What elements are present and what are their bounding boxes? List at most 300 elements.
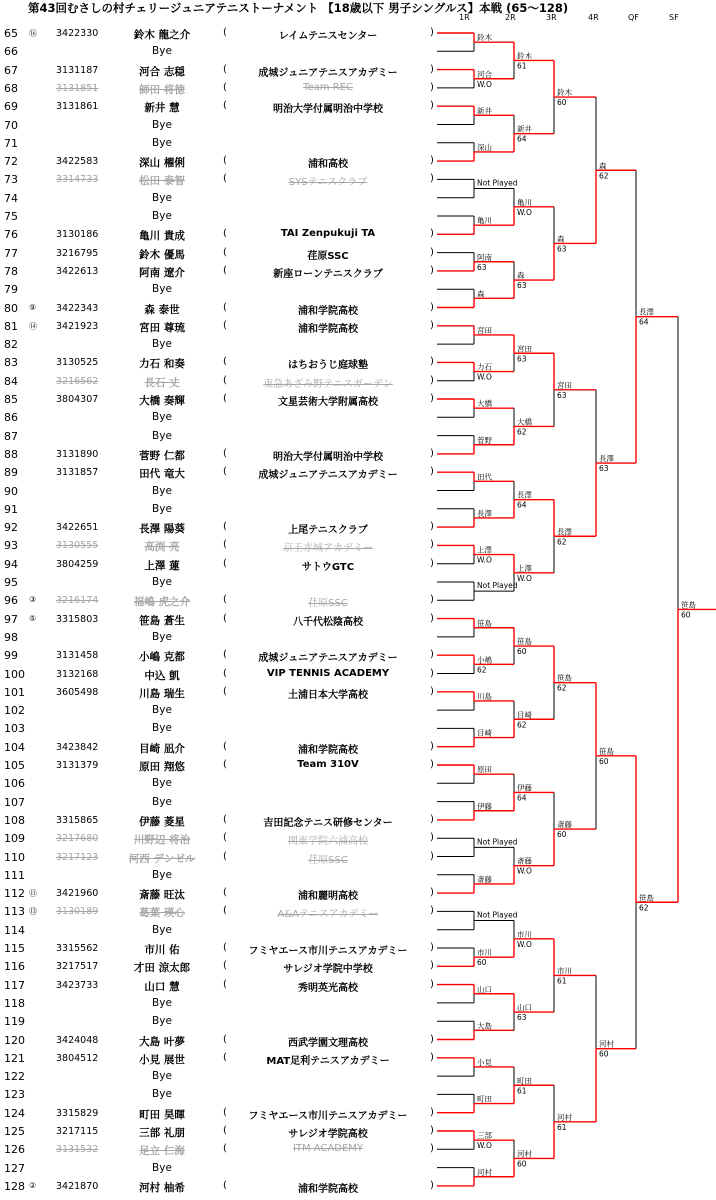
entry-number: 110 (4, 850, 25, 864)
player-name: 力石 和奏 (139, 358, 185, 371)
club-name: 浦和高校 (308, 159, 348, 171)
paren-close: ) (430, 557, 434, 569)
entry-number: 121 (4, 1051, 25, 1065)
entry-number: 91 (4, 502, 18, 516)
player-name: 上澤 蓮 (144, 559, 180, 572)
entry-number: 77 (4, 246, 18, 260)
paren-open: ( (223, 1143, 227, 1155)
winner-name: 斎藤 (477, 874, 492, 884)
paren-close: ) (430, 813, 434, 825)
entry-number: 125 (4, 1125, 25, 1138)
round-header-1r: 1R (459, 13, 470, 22)
winner-name: 河村 (557, 1112, 572, 1122)
round-header-3r: 3R (546, 13, 557, 22)
paren-close: ) (430, 539, 434, 551)
winner-name: 三部 (477, 1131, 492, 1141)
player-id: 3131861 (56, 101, 99, 113)
match-score: 62 (477, 665, 487, 675)
winner-name: 市川 (477, 948, 492, 958)
player-name: Bye (152, 1161, 172, 1174)
club-name: 新座ローンテニスクラブ (273, 268, 383, 280)
seed-mark: ⑭ (29, 321, 37, 331)
entry-number: 84 (4, 374, 18, 388)
club-name: 浦和麗明高校 (298, 891, 358, 903)
entry-number: 80 (4, 301, 18, 315)
player-name: Bye (152, 45, 172, 58)
match-score: 61 (517, 61, 527, 71)
winner-name: 新井 (517, 124, 532, 134)
paren-close: ) (430, 685, 434, 697)
paren-open: ( (223, 759, 227, 770)
match-score: W.O (477, 79, 492, 89)
paren-close: ) (430, 466, 434, 478)
paren-close: ) (430, 447, 434, 459)
match-score: 63 (477, 262, 487, 272)
player-id: 3314733 (56, 174, 99, 186)
entry-number: 128 (4, 1179, 25, 1193)
paren-close: ) (430, 887, 434, 899)
player-id: 3130189 (56, 906, 99, 918)
club-name: 西武学園文理高校 (288, 1037, 368, 1049)
winner-name: 深山 (477, 142, 492, 152)
entry-number: 111 (4, 868, 25, 882)
match-score: W.O (477, 1141, 492, 1151)
player-name: 河合 志穏 (139, 65, 185, 78)
seed-mark: ② (29, 1180, 37, 1190)
winner-name: 鈴木 (557, 88, 572, 98)
player-id: 3216562 (56, 375, 99, 387)
club-name: レイムテニスセンター (278, 31, 378, 42)
match-score: W.O (477, 372, 492, 382)
entry-number: 124 (4, 1106, 25, 1120)
player-name: 鈴木 龍之介 (133, 29, 191, 41)
paren-close: ) (430, 100, 434, 112)
paren-open: ( (223, 594, 227, 606)
player-id: 3130555 (56, 540, 99, 552)
club-name: SYSテニスクラブ (288, 177, 368, 189)
player-id: 3315829 (56, 1107, 99, 1119)
player-name: Bye (152, 338, 172, 351)
paren-close: ) (430, 393, 434, 404)
player-name: 師田 将徳 (139, 83, 185, 96)
paren-open: ( (223, 356, 227, 368)
paren-close: ) (430, 319, 434, 331)
match-score: 60 (517, 647, 527, 657)
winner-name: 山口 (477, 984, 492, 994)
match-score: 64 (639, 317, 649, 327)
paren-open: ( (223, 81, 227, 93)
paren-close: ) (430, 740, 434, 752)
winner-name: 河村 (477, 1167, 492, 1177)
entry-number: 123 (4, 1088, 25, 1102)
entry-number: 92 (4, 521, 18, 535)
player-name: 松田 泰智 (139, 175, 185, 188)
player-id: 3804512 (56, 1052, 99, 1064)
club-name: 浦和学院高校 (298, 744, 358, 756)
round-header-qf: QF (628, 13, 639, 22)
player-id: 3422330 (56, 28, 99, 39)
winner-name: 宮田 (557, 380, 572, 390)
entry-number: 68 (4, 81, 18, 95)
winner-name: 小見 (477, 1057, 492, 1067)
player-id: 3216795 (56, 247, 99, 259)
player-name: 小見 展世 (139, 1053, 185, 1066)
paren-open: ( (223, 393, 227, 404)
paren-open: ( (223, 264, 227, 276)
winner-name: 笹島 (477, 618, 492, 628)
club-name: フミヤエース市川テニスアカデミー (248, 1110, 408, 1122)
paren-close: ) (430, 1143, 434, 1155)
entry-number: 108 (4, 813, 25, 827)
match-score: 60 (599, 756, 609, 766)
paren-open: ( (223, 466, 227, 478)
player-name: Bye (152, 136, 172, 149)
paren-close: ) (430, 27, 434, 38)
winner-name: 笹島 (681, 600, 696, 610)
club-name: TAI Zenpukuji TA (280, 228, 376, 240)
entry-number: 115 (4, 942, 25, 955)
player-name: Bye (152, 704, 172, 717)
paren-open: ( (223, 960, 227, 972)
winner-name: 大橋 (517, 417, 532, 427)
winner-name: 河村 (517, 1149, 532, 1159)
match-score: 62 (599, 171, 609, 181)
paren-open: ( (223, 539, 227, 551)
player-name: 高渕 亮 (144, 541, 180, 554)
club-name: VIP TENNIS ACADEMY (266, 667, 390, 679)
player-id: 3217680 (56, 833, 99, 845)
paren-open: ( (223, 374, 227, 386)
player-id: 3131851 (56, 82, 99, 94)
entry-number: 66 (4, 45, 18, 59)
entry-number: 109 (4, 832, 25, 846)
winner-name: 大橋 (477, 399, 492, 409)
player-id: 3217123 (56, 851, 99, 863)
winner-name: 新井 (477, 106, 492, 116)
paren-open: ( (223, 1051, 227, 1063)
paren-close: ) (430, 301, 434, 313)
player-id: 3315865 (56, 814, 99, 826)
entry-number: 127 (4, 1161, 25, 1175)
paren-close: ) (430, 228, 434, 240)
player-id: 3605498 (56, 686, 99, 698)
match-score: W.O (517, 866, 532, 876)
entry-number: 122 (4, 1070, 25, 1084)
match-score: 62 (557, 683, 567, 693)
entry-number: 100 (4, 667, 25, 681)
match-score: 62 (557, 537, 567, 547)
entry-number: 88 (4, 447, 18, 461)
entry-number: 96 (4, 594, 18, 608)
seed-mark: ⑤ (29, 613, 37, 623)
player-name: 大島 叶夢 (139, 1035, 185, 1048)
page-title: 第43回むさしの村チェリージュニアテニストーナメント 【18歳以下 男子シングルス】本戦 (65～128) (28, 1, 569, 15)
player-id: 3131857 (56, 467, 99, 479)
club-name: 成城ジュニアテニスアカデミー (258, 67, 398, 79)
paren-close: ) (430, 960, 434, 972)
paren-open: ( (223, 173, 227, 185)
paren-close: ) (430, 759, 434, 770)
entry-number: 89 (4, 466, 18, 480)
player-id: 3216174 (56, 595, 99, 607)
winner-name: 長澤 (599, 454, 614, 464)
entry-number: 97 (4, 612, 18, 626)
club-name: 浦和学院高校 (298, 323, 358, 335)
player-id: 3804259 (56, 558, 99, 570)
round-header-2r: 2R (505, 13, 516, 22)
entry-number: 107 (4, 795, 25, 809)
club-name: Team REC (303, 81, 353, 93)
winner-name: 宮田 (477, 325, 492, 335)
player-name: Bye (152, 777, 172, 790)
player-id: 3421960 (56, 888, 99, 900)
match-score: 63 (599, 464, 609, 474)
player-id: 3423842 (56, 741, 99, 753)
player-id: 3132168 (56, 668, 99, 680)
club-name: 明治大学付属明治中学校 (273, 451, 383, 463)
paren-close: ) (430, 1033, 434, 1045)
paren-close: ) (430, 1051, 434, 1063)
paren-open: ( (223, 685, 227, 697)
paren-close: ) (430, 832, 434, 844)
paren-close: ) (430, 1125, 434, 1136)
player-name: 長石 丈 (144, 376, 180, 389)
match-score: 63 (517, 281, 527, 291)
winner-name: 亀川 (517, 197, 532, 207)
club-name: 上尾テニスクラブ (288, 525, 368, 537)
club-name: 八千代松陰高校 (293, 616, 363, 628)
paren-close: ) (430, 356, 434, 368)
paren-open: ( (223, 557, 227, 569)
winner-name: 鈴木 (517, 51, 532, 61)
match-score: 61 (517, 1086, 527, 1096)
player-name: Bye (152, 429, 172, 442)
player-name: Bye (152, 630, 172, 643)
club-name: サレジオ学院高校 (288, 1129, 368, 1140)
match-score: 64 (517, 134, 527, 144)
entry-number: 93 (4, 539, 18, 553)
club-name: サトウGTC (301, 561, 355, 573)
player-id: 3804307 (56, 394, 99, 405)
winner-name: 上澤 (477, 545, 492, 555)
player-id: 3130525 (56, 357, 99, 369)
club-name: 浦和学院高校 (298, 305, 358, 317)
entry-number: 65 (4, 27, 18, 40)
player-name: 長澤 陽葵 (139, 523, 185, 536)
club-name: A&Aテニスアカデミー (277, 909, 379, 921)
player-id: 3131187 (56, 64, 99, 76)
match-score: 60 (681, 610, 691, 620)
club-name: 浦和学院高校 (298, 1183, 358, 1195)
player-name: 小嶋 克都 (139, 651, 185, 664)
player-name: 目崎 凪介 (139, 742, 185, 755)
paren-open: ( (223, 905, 227, 917)
player-id: 3131458 (56, 650, 99, 662)
paren-close: ) (430, 905, 434, 917)
paren-open: ( (223, 740, 227, 752)
player-name: 川野辺 将治 (133, 834, 191, 847)
winner-name: 亀川 (477, 216, 492, 226)
player-id: 3217115 (56, 1126, 99, 1137)
match-score: 64 (517, 793, 527, 803)
player-name: 三部 礼朋 (139, 1127, 185, 1139)
player-name: 田代 竜大 (139, 468, 185, 481)
player-id: 3422343 (56, 302, 99, 314)
paren-open: ( (223, 612, 227, 624)
paren-open: ( (223, 832, 227, 844)
player-name: 菅野 仁都 (139, 449, 185, 462)
winner-name: 長澤 (477, 508, 492, 518)
club-name: 明治大学付属明治中学校 (273, 104, 383, 116)
player-name: Bye (152, 484, 172, 497)
match-score: 62 (639, 903, 649, 913)
player-name: 深山 櫂俐 (139, 157, 185, 170)
entry-number: 81 (4, 319, 18, 333)
match-score: W.O (477, 555, 492, 565)
entry-number: 99 (4, 649, 18, 663)
paren-close: ) (430, 978, 434, 990)
player-id: 3423733 (56, 979, 99, 991)
paren-close: ) (430, 667, 434, 679)
match-score: 60 (557, 98, 567, 108)
entry-number: 103 (4, 722, 25, 736)
round-header-4r: 4R (588, 13, 599, 22)
match-score: 63 (517, 354, 527, 364)
entry-number: 71 (4, 136, 18, 150)
paren-close: ) (430, 521, 434, 533)
match-score: 64 (517, 500, 527, 510)
paren-open: ( (223, 228, 227, 240)
entry-number: 76 (4, 228, 18, 242)
entry-number: 82 (4, 338, 18, 352)
paren-open: ( (223, 1125, 227, 1136)
player-id: 3421923 (56, 320, 99, 332)
not-played-label: Not Played (477, 178, 518, 188)
winner-name: 宮田 (517, 344, 532, 354)
winner-name: 阿南 (477, 252, 492, 262)
winner-name: 上澤 (517, 563, 532, 573)
club-name: 荏原SSC (307, 250, 349, 262)
club-name: 成城ジュニアテニスアカデミー (258, 470, 398, 482)
player-id: 3422583 (56, 156, 99, 168)
player-name: 新井 慧 (144, 102, 180, 115)
entry-number: 87 (4, 429, 18, 443)
winner-name: 長澤 (517, 490, 532, 500)
winner-name: 原田 (477, 765, 492, 775)
player-id: 3315562 (56, 943, 99, 954)
winner-name: 市川 (557, 966, 572, 976)
player-name: 川島 瑞生 (139, 687, 185, 700)
seed-mark: ⑪ (29, 889, 37, 899)
player-name: 河村 柚希 (139, 1181, 185, 1194)
club-name: サレジオ学院中学校 (283, 964, 373, 976)
paren-close: ) (430, 81, 434, 93)
winner-name: 笹島 (557, 673, 572, 683)
winner-name: 川島 (477, 691, 492, 701)
entry-number: 67 (4, 63, 18, 77)
match-score: W.O (517, 939, 532, 949)
winner-name: 山口 (517, 1003, 532, 1013)
entry-number: 95 (4, 576, 18, 589)
paren-open: ( (223, 447, 227, 459)
winner-name: 斎藤 (557, 820, 572, 830)
entry-number: 117 (4, 978, 25, 992)
club-name: Team 310V (297, 759, 359, 770)
player-name: Bye (152, 502, 172, 515)
player-id: 3130186 (56, 229, 99, 241)
player-name: 足立 仁海 (139, 1145, 185, 1158)
winner-name: 田代 (477, 472, 492, 482)
player-name: Bye (152, 923, 172, 936)
paren-close: ) (430, 850, 434, 862)
entry-number: 113 (4, 905, 25, 919)
entry-number: 104 (4, 740, 25, 754)
winner-name: 笹島 (599, 746, 614, 756)
player-name: 河西 デンゼル (128, 852, 196, 865)
player-name: Bye (152, 411, 172, 424)
not-played-label: Not Played (477, 837, 518, 847)
paren-close: ) (430, 63, 434, 75)
match-score: 60 (557, 830, 567, 840)
entry-number: 73 (4, 173, 18, 187)
player-name: 亀川 貴成 (139, 230, 185, 243)
club-name: 東急あざみ野テニスガーデン (263, 378, 393, 390)
paren-open: ( (223, 521, 227, 533)
seed-mark: ③ (29, 595, 37, 605)
paren-open: ( (223, 1106, 227, 1118)
match-score: 63 (557, 390, 567, 400)
not-played-label: Not Played (477, 581, 518, 591)
winner-name: 伊藤 (477, 801, 492, 811)
entry-number: 102 (4, 704, 25, 718)
paren-close: ) (430, 1106, 434, 1118)
entry-number: 118 (4, 996, 25, 1010)
player-name: 鈴木 優馬 (139, 248, 185, 261)
entry-number: 69 (4, 100, 18, 114)
player-name: 森 泰世 (144, 303, 180, 316)
winner-name: 森 (599, 161, 607, 171)
winner-name: 鈴木 (477, 33, 492, 43)
entry-number: 79 (4, 283, 18, 297)
seed-mark: ⑯ (29, 29, 37, 38)
paren-open: ( (223, 155, 227, 167)
paren-close: ) (430, 649, 434, 661)
club-name: 吉田記念テニス研修センター (263, 817, 393, 829)
winner-name: 森 (517, 271, 525, 281)
winner-name: 力石 (477, 362, 492, 372)
player-name: Bye (152, 210, 172, 222)
player-name: 笹島 蒼生 (139, 614, 185, 627)
player-id: 3421870 (56, 1180, 99, 1192)
winner-name: 市川 (517, 929, 532, 939)
entry-number: 94 (4, 557, 18, 571)
player-name: 葛葉 瑛心 (139, 907, 185, 920)
paren-open: ( (223, 1033, 227, 1045)
player-name: Bye (152, 118, 172, 131)
club-name: 荏原SSC (308, 598, 348, 610)
club-name: 荏原SSC (308, 854, 348, 866)
player-name: 市川 佑 (144, 944, 180, 956)
paren-close: ) (430, 374, 434, 386)
paren-open: ( (223, 667, 227, 679)
winner-name: 大島 (477, 1021, 492, 1031)
paren-open: ( (223, 246, 227, 258)
match-score: 62 (517, 427, 527, 437)
player-id: 3424048 (56, 1034, 99, 1046)
match-score: 63 (517, 1013, 527, 1023)
entry-number: 106 (4, 777, 25, 791)
club-name: ITM ACADEMY (292, 1143, 364, 1155)
